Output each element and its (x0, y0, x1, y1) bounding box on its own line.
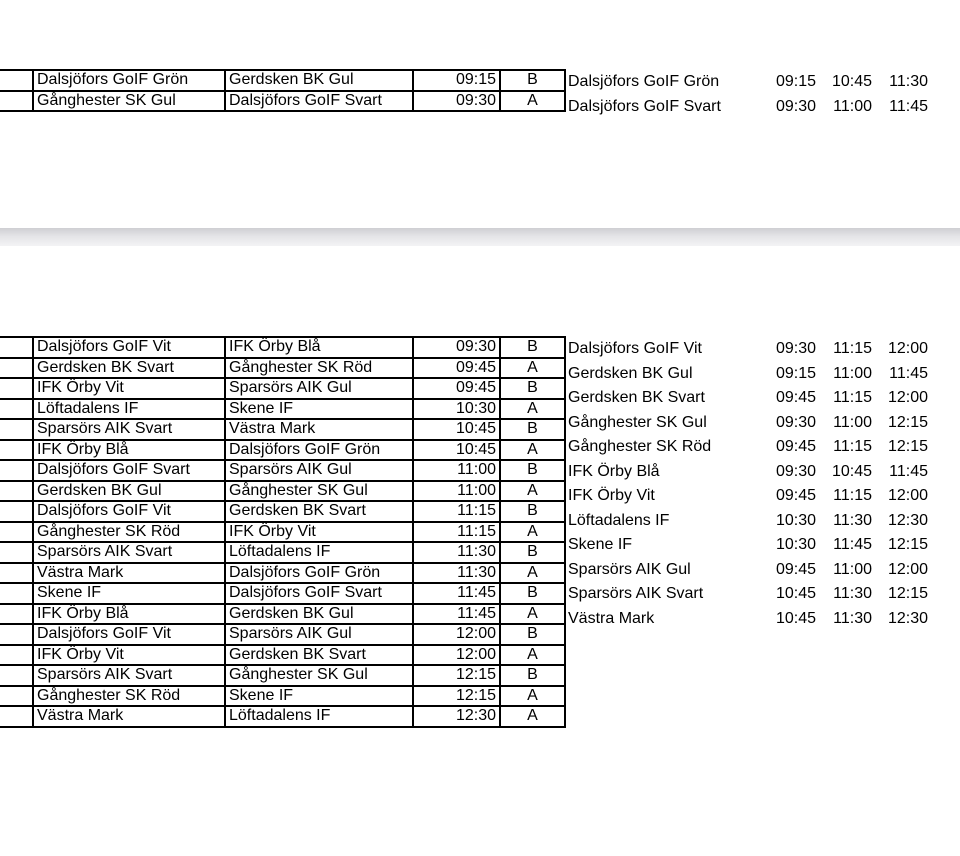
match-field: B (500, 337, 565, 358)
match-team-2: Sparsörs AIK Gul (225, 378, 413, 399)
summary-time-2: 11:15 (833, 340, 872, 358)
match-team-1: IFK Örby Blå (33, 440, 225, 461)
summary-time-3: 12:30 (887, 609, 928, 627)
match-team-2: Gerdsken BK Svart (225, 645, 413, 666)
summary-time-1: 10:30 (775, 511, 816, 529)
match-row (0, 91, 565, 112)
match-team-1: Gånghester SK Röd (33, 522, 225, 543)
match-team-2: Skene IF (225, 399, 413, 420)
match-field: A (500, 645, 565, 666)
team-summary-row (566, 362, 928, 387)
summary-time-3: 12:00 (887, 487, 928, 505)
match-team-1: Dalsjöfors GoIF Vit (33, 337, 225, 358)
match-row (0, 460, 565, 481)
match-team-1: Sparsörs AIK Svart (33, 419, 225, 440)
summary-time-2: 11:45 (833, 536, 872, 554)
summary-time-3: 11:45 (889, 364, 928, 382)
match-cell-blank (0, 337, 33, 358)
summary-time-1: 09:30 (775, 413, 816, 431)
match-team-1: IFK Örby Blå (33, 604, 225, 625)
summary-time-1: 09:45 (775, 487, 816, 505)
summary-time-1: 09:45 (775, 438, 816, 456)
match-row (0, 645, 565, 666)
team-summary-bottom (566, 337, 928, 631)
team-summary-top (566, 70, 928, 119)
summary-time-2: 11:30 (833, 585, 872, 603)
match-row (0, 624, 565, 645)
match-row (0, 70, 565, 91)
match-team-1: Dalsjöfors GoIF Svart (33, 460, 225, 481)
match-team-2: Gerdsken BK Svart (225, 501, 413, 522)
match-team-1: Sparsörs AIK Svart (33, 542, 225, 563)
match-row (0, 583, 565, 604)
match-team-2: Dalsjöfors GoIF Grön (225, 440, 413, 461)
match-row (0, 686, 565, 707)
summary-time-3: 12:15 (887, 536, 928, 554)
match-team-2: Löftadalens IF (225, 706, 413, 727)
match-team-2: Sparsörs AIK Gul (225, 460, 413, 481)
match-row (0, 665, 565, 686)
team-summary-row (566, 484, 928, 509)
match-time: 12:15 (413, 686, 500, 707)
match-cell-blank (0, 419, 33, 440)
summary-time-1: 10:45 (775, 609, 816, 627)
match-cell-blank (0, 481, 33, 502)
schedule-page-bottom (0, 246, 960, 856)
match-time: 12:00 (413, 645, 500, 666)
summary-team-name: Sparsörs AIK Svart (568, 585, 704, 603)
match-field: A (500, 563, 565, 584)
match-team-1: Västra Mark (33, 563, 225, 584)
match-row (0, 563, 565, 584)
summary-time-2: 11:15 (833, 389, 872, 407)
match-cell-blank (0, 542, 33, 563)
match-field: A (500, 91, 565, 112)
summary-time-1: 09:30 (775, 462, 816, 480)
match-team-2: IFK Örby Blå (225, 337, 413, 358)
match-team-2: Sparsörs AIK Gul (225, 624, 413, 645)
match-team-1: Dalsjöfors GoIF Grön (33, 70, 225, 91)
match-cell-blank (0, 460, 33, 481)
match-field: A (500, 440, 565, 461)
match-field: B (500, 542, 565, 563)
summary-team-name: Sparsörs AIK Gul (568, 560, 691, 578)
summary-time-3: 12:00 (887, 340, 928, 358)
match-team-2: Gånghester SK Gul (225, 665, 413, 686)
match-time: 11:45 (413, 583, 500, 604)
match-time: 10:30 (413, 399, 500, 420)
team-summary-row (566, 386, 928, 411)
summary-time-1: 09:15 (775, 364, 816, 382)
match-row (0, 419, 565, 440)
match-team-2: Skene IF (225, 686, 413, 707)
team-summary-row (566, 558, 928, 583)
match-field: A (500, 686, 565, 707)
team-summary-row (566, 337, 928, 362)
summary-team-name: Skene IF (568, 536, 633, 554)
match-time: 11:00 (413, 481, 500, 502)
match-field: B (500, 70, 565, 91)
summary-team-name: Löftadalens IF (568, 511, 670, 529)
match-field: A (500, 358, 565, 379)
summary-time-2: 11:00 (833, 413, 872, 431)
summary-time-2: 10:45 (831, 73, 872, 91)
match-row (0, 440, 565, 461)
match-team-2: IFK Örby Vit (225, 522, 413, 543)
summary-time-3: 12:00 (887, 560, 928, 578)
match-field: A (500, 706, 565, 727)
match-team-1: Sparsörs AIK Svart (33, 665, 225, 686)
team-summary-row (566, 582, 928, 607)
summary-team-name: Gerdsken BK Gul (568, 364, 693, 382)
summary-time-2: 11:30 (833, 609, 872, 627)
match-field: A (500, 481, 565, 502)
match-team-1: Dalsjöfors GoIF Vit (33, 624, 225, 645)
summary-time-3: 12:15 (887, 413, 928, 431)
schedule-page-top (0, 0, 960, 228)
team-summary-row (566, 411, 928, 436)
summary-team-name: Gerdsken BK Svart (568, 389, 705, 407)
summary-team-name: Västra Mark (568, 609, 655, 627)
summary-team-name: Gånghester SK Röd (568, 438, 712, 456)
match-team-2: Gånghester SK Röd (225, 358, 413, 379)
summary-time-1: 10:45 (775, 585, 816, 603)
match-time: 11:00 (413, 460, 500, 481)
match-row (0, 358, 565, 379)
summary-time-2: 11:00 (833, 97, 872, 115)
match-field: B (500, 460, 565, 481)
match-field: B (500, 583, 565, 604)
match-cell-blank (0, 522, 33, 543)
summary-time-1: 09:15 (775, 73, 816, 91)
match-field: B (500, 378, 565, 399)
summary-time-2: 10:45 (831, 462, 872, 480)
summary-time-2: 11:00 (833, 364, 872, 382)
match-team-2: Gånghester SK Gul (225, 481, 413, 502)
match-team-2: Dalsjöfors GoIF Grön (225, 563, 413, 584)
team-summary-row (566, 509, 928, 534)
match-team-1: Gerdsken BK Gul (33, 481, 225, 502)
match-team-1: Dalsjöfors GoIF Vit (33, 501, 225, 522)
match-row (0, 706, 565, 727)
match-time: 10:45 (413, 440, 500, 461)
match-cell-blank (0, 399, 33, 420)
match-row (0, 481, 565, 502)
match-field: A (500, 604, 565, 625)
match-row (0, 399, 565, 420)
match-team-2: Gerdsken BK Gul (225, 70, 413, 91)
summary-team-name: IFK Örby Blå (568, 462, 660, 480)
match-table-bottom (0, 336, 566, 728)
match-cell-blank (0, 378, 33, 399)
summary-time-3: 11:45 (889, 462, 928, 480)
match-time: 10:45 (413, 419, 500, 440)
team-summary-row (566, 435, 928, 460)
team-summary-row (566, 460, 928, 485)
match-time: 09:30 (413, 337, 500, 358)
match-team-1: Gånghester SK Röd (33, 686, 225, 707)
summary-time-3: 12:30 (887, 511, 928, 529)
summary-time-2: 11:15 (833, 438, 872, 456)
match-cell-blank (0, 706, 33, 727)
page-separator (0, 228, 960, 246)
match-time: 11:30 (413, 542, 500, 563)
match-time: 11:15 (413, 501, 500, 522)
match-time: 09:15 (413, 70, 500, 91)
match-cell-blank (0, 665, 33, 686)
match-team-2: Västra Mark (225, 419, 413, 440)
summary-time-1: 09:45 (775, 560, 816, 578)
team-summary-row (566, 533, 928, 558)
match-team-1: Skene IF (33, 583, 225, 604)
match-row (0, 337, 565, 358)
match-cell-blank (0, 501, 33, 522)
match-time: 09:30 (413, 91, 500, 112)
match-time: 12:00 (413, 624, 500, 645)
match-time: 11:15 (413, 522, 500, 543)
match-team-2: Dalsjöfors GoIF Svart (225, 583, 413, 604)
match-team-1: IFK Örby Vit (33, 645, 225, 666)
match-time: 09:45 (413, 378, 500, 399)
match-cell-blank (0, 91, 33, 112)
match-cell-blank (0, 604, 33, 625)
match-field: B (500, 665, 565, 686)
team-summary-row (566, 607, 928, 632)
match-cell-blank (0, 358, 33, 379)
match-team-1: Västra Mark (33, 706, 225, 727)
summary-time-2: 11:00 (833, 560, 872, 578)
summary-time-3: 12:15 (887, 438, 928, 456)
match-field: A (500, 522, 565, 543)
summary-team-name: Dalsjöfors GoIF Vit (568, 340, 702, 358)
summary-time-1: 09:30 (775, 340, 816, 358)
match-row (0, 542, 565, 563)
match-time: 11:45 (413, 604, 500, 625)
match-cell-blank (0, 624, 33, 645)
team-summary-row (566, 70, 928, 95)
summary-time-2: 11:30 (833, 511, 872, 529)
match-cell-blank (0, 645, 33, 666)
match-cell-blank (0, 686, 33, 707)
match-team-1: IFK Örby Vit (33, 378, 225, 399)
summary-team-name: Gånghester SK Gul (568, 413, 707, 431)
match-field: B (500, 501, 565, 522)
match-field: A (500, 399, 565, 420)
summary-time-3: 11:30 (889, 73, 928, 91)
match-team-2: Löftadalens IF (225, 542, 413, 563)
summary-team-name: IFK Örby Vit (568, 487, 655, 505)
match-row (0, 501, 565, 522)
match-cell-blank (0, 440, 33, 461)
match-cell-blank (0, 583, 33, 604)
summary-time-3: 12:15 (887, 585, 928, 603)
match-team-1: Gånghester SK Gul (33, 91, 225, 112)
match-team-1: Löftadalens IF (33, 399, 225, 420)
match-time: 12:15 (413, 665, 500, 686)
match-cell-blank (0, 70, 33, 91)
summary-team-name: Dalsjöfors GoIF Grön (568, 73, 720, 91)
summary-time-1: 10:30 (775, 536, 816, 554)
summary-time-1: 09:45 (775, 389, 816, 407)
match-time: 12:30 (413, 706, 500, 727)
team-summary-row (566, 95, 928, 120)
summary-time-3: 12:00 (887, 389, 928, 407)
summary-time-2: 11:15 (833, 487, 872, 505)
summary-time-3: 11:45 (889, 97, 928, 115)
match-field: B (500, 624, 565, 645)
match-team-2: Dalsjöfors GoIF Svart (225, 91, 413, 112)
match-team-1: Gerdsken BK Svart (33, 358, 225, 379)
match-field: B (500, 419, 565, 440)
match-row (0, 378, 565, 399)
match-row (0, 522, 565, 543)
match-table-top (0, 69, 566, 112)
summary-team-name: Dalsjöfors GoIF Svart (568, 97, 721, 115)
match-row (0, 604, 565, 625)
summary-time-1: 09:30 (775, 97, 816, 115)
match-time: 09:45 (413, 358, 500, 379)
match-cell-blank (0, 563, 33, 584)
match-team-2: Gerdsken BK Gul (225, 604, 413, 625)
match-time: 11:30 (413, 563, 500, 584)
